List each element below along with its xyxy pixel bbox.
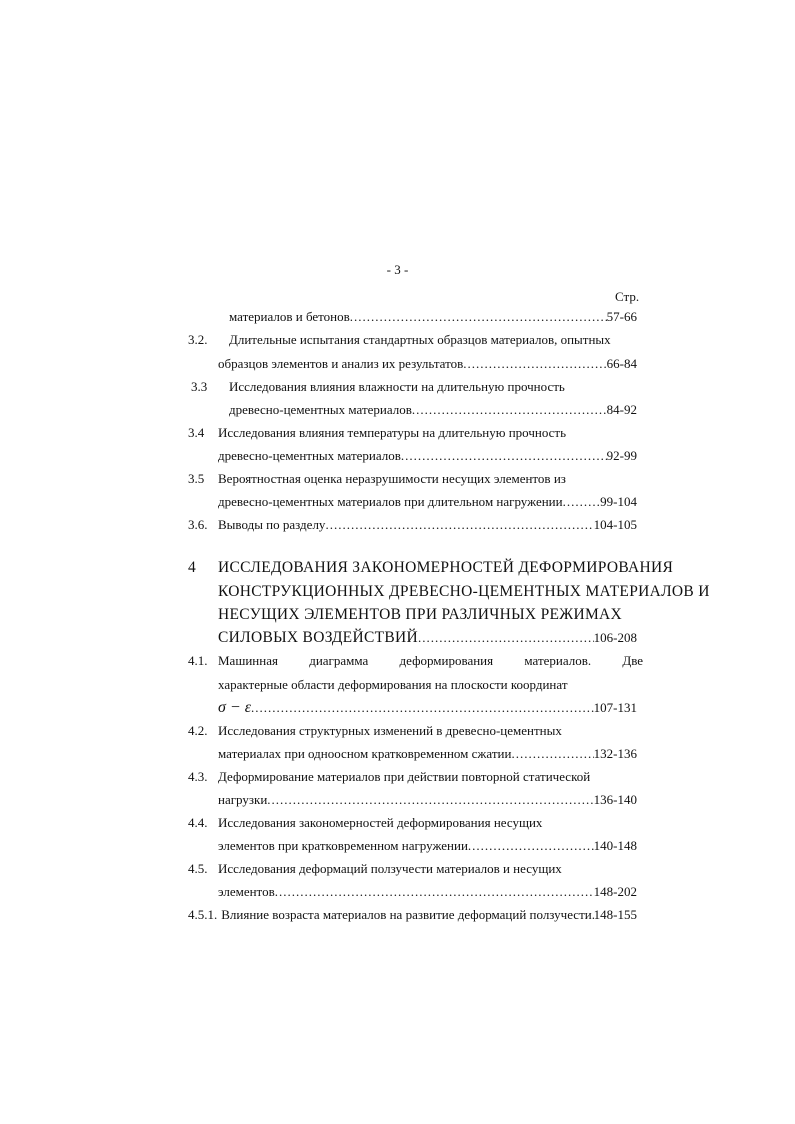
leader-dots [563, 492, 601, 512]
toc-page-range: 99-104 [600, 494, 637, 509]
toc-line-text: КОНСТРУКЦИОННЫХ ДРЕВЕСНО-ЦЕМЕНТНЫХ МАТЕРИАЛОВ И [218, 583, 710, 600]
toc-line [218, 423, 637, 443]
toc-line-text: Исследования влияния температуры на длительную прочность [218, 425, 567, 440]
toc-entry-number: 4.4. [188, 815, 208, 830]
toc-line-text: Исследования влияния влажности на длительную прочность [229, 379, 565, 394]
toc-line [218, 446, 637, 466]
toc-line [218, 698, 637, 718]
page-column-header: Стр. [615, 289, 640, 304]
leader-dots [350, 307, 607, 327]
toc-page-range: 136-140 [593, 792, 637, 807]
leader-dots [468, 836, 594, 856]
leader-dots [463, 354, 606, 374]
toc-line-text: ИССЛЕДОВАНИЯ ЗАКОНОМЕРНОСТЕЙ ДЕФОРМИРОВАНИЯ [218, 559, 674, 576]
toc-page-range: 106-208 [593, 630, 637, 645]
toc-line-text: СИЛОВЫХ ВОЗДЕЙСТВИЙ [218, 629, 418, 646]
sigma-epsilon-formula: σ − ε [218, 699, 251, 716]
leader-dots [511, 744, 593, 764]
toc-line [229, 330, 637, 350]
toc-line-text: Исследования деформаций ползучести материалов и несущих [218, 861, 562, 876]
toc-line-text: материалах при одноосном кратковременном сжатии [218, 746, 512, 761]
toc-entry-number: 4.2. [188, 723, 208, 738]
toc-line-text: Влияние возраста материалов на развитие деформаций ползучести [221, 907, 592, 922]
leader-dots [251, 698, 594, 718]
toc-page-range: 148-202 [593, 884, 637, 899]
toc-entry-number: 3.6. [188, 517, 208, 532]
toc-line [229, 307, 637, 327]
toc-line [218, 515, 637, 535]
toc-line-text: Выводы по разделу [218, 517, 326, 532]
toc-line-text: древесно-цементных материалов [218, 448, 401, 463]
toc-line [218, 605, 637, 625]
toc-line [218, 813, 637, 833]
toc-line [218, 558, 674, 578]
leader-dots [275, 882, 594, 902]
toc-entry-number: 3.5 [188, 471, 205, 486]
toc-page-range: 92-99 [606, 448, 637, 463]
toc-page-range: 140-148 [593, 838, 637, 853]
toc-entry-number: 4.3. [188, 769, 208, 784]
toc-page-range: 66-84 [606, 356, 637, 371]
toc-line [229, 377, 637, 397]
toc-page-range: 57-66 [606, 309, 637, 324]
toc-line-text: Исследования закономерностей деформирования несущих [218, 815, 543, 830]
toc-line [218, 859, 637, 879]
leader-dots [325, 515, 593, 535]
page-number: - 3 - [386, 262, 409, 277]
toc-line [218, 492, 637, 512]
toc-line [218, 790, 637, 810]
toc-entry-number: 4.5. [188, 861, 208, 876]
leader-dots [267, 790, 593, 810]
toc-line [218, 721, 637, 741]
toc-line [218, 651, 644, 671]
toc-line-text: древесно-цементных материалов при длительном нагружении [218, 494, 563, 509]
toc-line [218, 354, 637, 374]
toc-line-text: Машинная диаграмма деформирования материалов. Две [218, 653, 644, 668]
toc-line-text: элементов [218, 884, 275, 899]
toc-line [218, 744, 637, 764]
toc-line [229, 400, 637, 420]
toc-line-text: древесно-цементных материалов [229, 402, 412, 417]
toc-line-text: элементов при кратковременном нагружении [218, 838, 468, 853]
leader-dots [412, 400, 607, 420]
toc-page-range: 104-105 [593, 517, 637, 532]
toc-line-text: Исследования структурных изменений в древесно-цементных [218, 723, 562, 738]
toc-line-text: материалов и бетонов [229, 309, 350, 324]
toc-line [218, 675, 637, 695]
toc-entry-number: 4.1. [188, 653, 208, 668]
toc-line [218, 582, 710, 602]
toc-line-text: Длительные испытания стандартных образцов материалов, опытных [229, 332, 611, 347]
toc-line [218, 836, 637, 856]
toc-line-text: НЕСУЩИХ ЭЛЕМЕНТОВ ПРИ РАЗЛИЧНЫХ РЕЖИМАХ [218, 606, 623, 623]
toc-entry-number: 4.5.1. [188, 907, 218, 922]
toc-line [218, 469, 637, 489]
toc-entry-number: 4 [188, 559, 197, 576]
toc-line-text: нагрузки [218, 792, 268, 807]
toc-entry-number: 3.4 [188, 425, 205, 440]
toc-line-text: характерные области деформирования на плоскости координат [218, 677, 568, 692]
toc-page-range: 132-136 [593, 746, 637, 761]
toc-page-range: 84-92 [606, 402, 637, 417]
toc-entry-number: 3.3 [191, 379, 208, 394]
toc-line-text: Деформирование материалов при действии повторной статической [218, 769, 591, 784]
toc-line [218, 628, 637, 648]
toc-line [188, 905, 637, 925]
toc-line-text: Вероятностная оценка неразрушимости несущих элементов из [218, 471, 566, 486]
toc-page-range: 107-131 [593, 700, 637, 715]
toc-entry-number: 3.2. [188, 332, 208, 347]
toc-line [218, 767, 637, 787]
toc-line-text: образцов элементов и анализ их результатов [218, 356, 464, 371]
toc-line [218, 882, 637, 902]
toc-page-range: 148-155 [593, 907, 637, 922]
leader-dots [418, 628, 594, 648]
leader-dots [401, 446, 607, 466]
